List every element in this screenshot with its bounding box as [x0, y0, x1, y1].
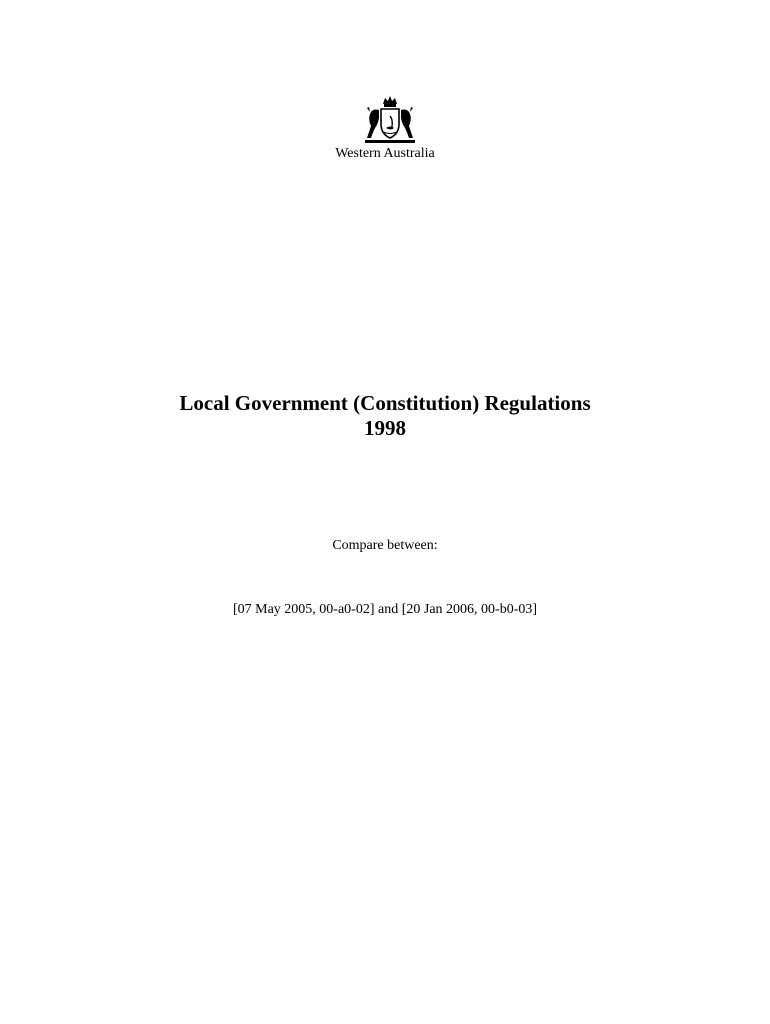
- document-title-line-2: 1998: [364, 416, 406, 440]
- jurisdiction-label: Western Australia: [335, 146, 435, 161]
- compare-range: [07 May 2005, 00-a0-02] and [20 Jan 2006, 00-b0-03]: [232, 602, 538, 617]
- document-title: [0, 391, 770, 441]
- coat-of-arms-icon: [357, 94, 423, 146]
- compare-label: Compare between:: [332, 538, 438, 553]
- document-title-line-1: Local Government (Constitution) Regulations: [179, 391, 591, 415]
